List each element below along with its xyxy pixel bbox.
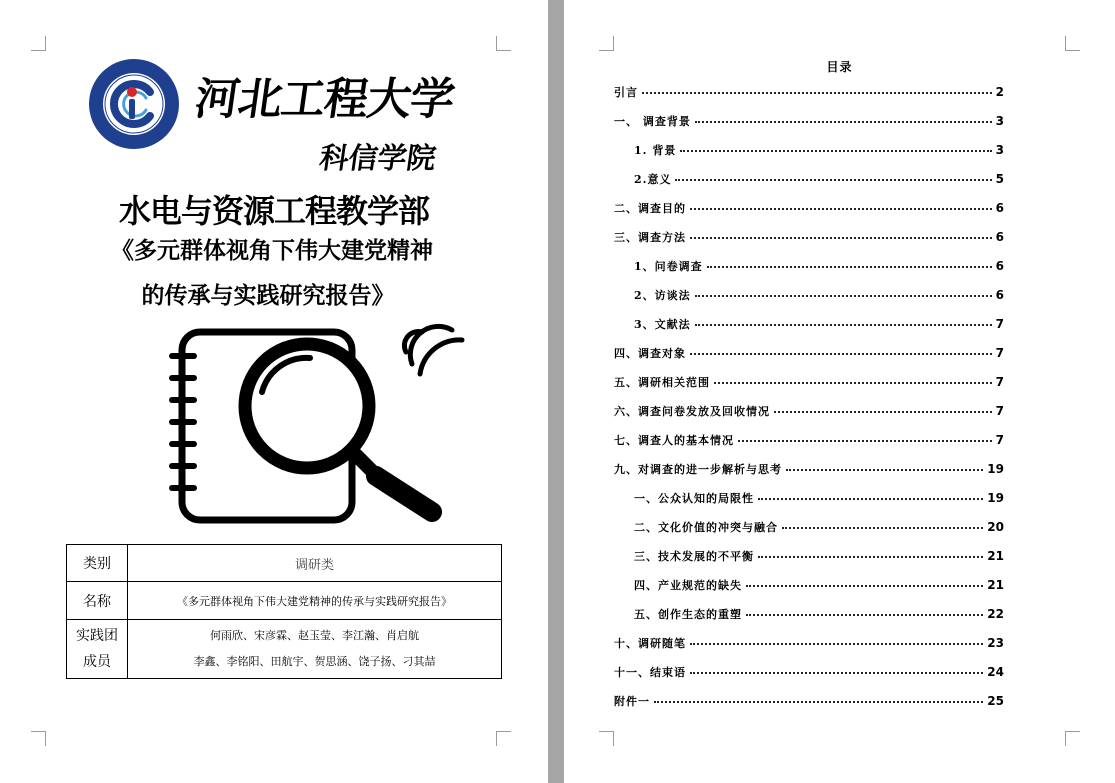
toc-dot-leader	[680, 149, 991, 152]
toc-entry[interactable]	[614, 84, 1004, 104]
department-name: 水电与资源工程教学部	[118, 192, 429, 230]
toc-dot-leader	[707, 265, 992, 268]
toc-entry-label: 二、调查目的	[614, 202, 686, 215]
toc-entry[interactable]	[634, 519, 1004, 539]
toc-dot-leader	[695, 120, 992, 123]
name-value: 《多元群体视角下伟大建党精神的传承与实践研究报告》	[128, 582, 502, 620]
toc-dot-leader	[714, 381, 992, 384]
toc-entry[interactable]	[614, 229, 1004, 249]
university-name: 河北工程大学	[191, 74, 457, 125]
toc-dot-leader	[695, 294, 992, 297]
table-row	[67, 582, 502, 620]
toc-entry-label: 1、问卷调查	[634, 260, 703, 273]
toc-entry[interactable]	[614, 200, 1004, 220]
toc-entry[interactable]	[614, 693, 1004, 713]
toc-entry-page: 6	[995, 230, 1004, 244]
toc-entry[interactable]	[614, 374, 1004, 394]
toc-entry-page: 21	[987, 549, 1004, 563]
category-label: 类别	[67, 545, 128, 582]
members-value	[128, 620, 502, 679]
toc-entry-page: 5	[995, 172, 1004, 186]
toc-entry[interactable]	[634, 606, 1004, 626]
crop-mark	[31, 36, 46, 51]
toc-entry[interactable]	[614, 345, 1004, 365]
toc-entry-label: 2.意义	[634, 173, 672, 186]
toc-entry-label: 3、文献法	[634, 318, 691, 331]
report-title-line-1: 《多元群体视角下伟大建党精神	[111, 238, 433, 264]
toc-entry-label: 十一、结束语	[614, 666, 686, 679]
toc-entry-page: 7	[995, 375, 1004, 389]
toc-dot-leader	[695, 323, 992, 326]
crop-mark	[496, 36, 511, 51]
table-row	[67, 545, 502, 582]
toc-entry-page: 6	[995, 259, 1004, 273]
report-title-line-2: 的传承与实践研究报告》	[141, 283, 395, 309]
toc-entry-page: 7	[995, 433, 1004, 447]
toc-entry[interactable]	[634, 287, 1004, 307]
crop-mark	[1065, 36, 1080, 51]
toc-entry[interactable]	[634, 490, 1004, 510]
toc-entry-label: 三、技术发展的不平衡	[634, 550, 754, 563]
toc-entry-page: 6	[995, 288, 1004, 302]
toc-dot-leader	[642, 91, 992, 94]
toc-entry[interactable]	[614, 403, 1004, 423]
toc-dot-leader	[690, 236, 992, 239]
members-label	[67, 620, 128, 679]
toc-entry-label: 三、调查方法	[614, 231, 686, 244]
toc-entry-page: 6	[995, 201, 1004, 215]
toc-dot-leader	[690, 671, 983, 674]
toc-entry-page: 21	[987, 578, 1004, 592]
toc-entry-label: 六、调查问卷发放及回收情况	[614, 405, 770, 418]
toc-entry[interactable]	[634, 171, 1004, 191]
crop-mark	[599, 36, 614, 51]
toc-entry[interactable]	[634, 577, 1004, 597]
toc-entry-label: 四、调查对象	[614, 347, 686, 360]
toc-entry[interactable]	[614, 635, 1004, 655]
toc-entry[interactable]	[614, 432, 1004, 452]
toc-entry-label: 1. 背景	[634, 144, 677, 157]
toc-dot-leader	[675, 178, 991, 181]
members-label-line-1: 实践团	[76, 628, 118, 644]
toc-entry-page: 19	[987, 462, 1004, 476]
toc-dot-leader	[746, 584, 983, 587]
toc-entry[interactable]	[634, 316, 1004, 336]
toc-entry-label: 九、对调查的进一步解析与思考	[614, 463, 782, 476]
name-label: 名称	[67, 582, 128, 620]
toc-entry-page: 19	[987, 491, 1004, 505]
toc-entry-label: 二、文化价值的冲突与融合	[634, 521, 778, 534]
toc-page	[564, 0, 1115, 783]
table-row	[67, 620, 502, 679]
toc-dot-leader	[782, 526, 983, 529]
toc-entry-label: 引言	[614, 86, 638, 99]
crop-mark	[31, 731, 46, 746]
toc-entry-page: 23	[987, 636, 1004, 650]
toc-entry-label: 四、产业规范的缺失	[634, 579, 742, 592]
toc-entry-page: 24	[987, 665, 1004, 679]
toc-entry[interactable]	[634, 142, 1004, 162]
toc-dot-leader	[738, 439, 992, 442]
toc-entry[interactable]	[614, 664, 1004, 684]
members-line-2: 李鑫、李铭阳、田航宇、贺思涵、饶子扬、刁其喆	[193, 655, 436, 668]
toc-title: 目录	[826, 60, 853, 74]
project-info-table	[66, 544, 502, 679]
toc-entry-page: 22	[987, 607, 1004, 621]
toc-entry-page: 20	[987, 520, 1004, 534]
toc-entry-label: 七、调查人的基本情况	[614, 434, 734, 447]
toc-entry-label: 五、创作生态的重塑	[634, 608, 742, 621]
toc-entry-page: 25	[987, 694, 1004, 708]
toc-dot-leader	[690, 352, 992, 355]
toc-entry-page: 3	[995, 114, 1004, 128]
toc-entry-label: 2、访谈法	[634, 289, 691, 302]
toc-dot-leader	[758, 497, 983, 500]
toc-dot-leader	[774, 410, 992, 413]
toc-dot-leader	[690, 207, 992, 210]
toc-entry[interactable]	[614, 113, 1004, 133]
toc-entry-label: 五、调研相关范围	[614, 376, 710, 389]
crop-mark	[599, 731, 614, 746]
members-line-1: 何雨欣、宋彦霖、赵玉莹、李江瀚、肖启航	[210, 629, 419, 642]
toc-entry-page: 7	[995, 317, 1004, 331]
toc-entry-label: 十、调研随笔	[614, 637, 686, 650]
toc-entry-page: 2	[995, 85, 1004, 99]
toc-entry[interactable]	[614, 461, 1004, 481]
toc-entry[interactable]	[634, 548, 1004, 568]
cover-page	[0, 0, 548, 783]
crop-mark	[1065, 731, 1080, 746]
category-value: 调研类	[128, 545, 502, 582]
members-label-line-2: 成员	[83, 654, 111, 670]
toc-dot-leader	[758, 555, 983, 558]
toc-dot-leader	[690, 642, 983, 645]
toc-entry-page: 3	[995, 143, 1004, 157]
toc-entry-page: 7	[995, 404, 1004, 418]
college-name: 科信学院	[317, 141, 439, 175]
notebook-magnifier-icon	[160, 312, 470, 524]
toc-entry[interactable]	[634, 258, 1004, 278]
toc-entry-label: 一、公众认知的局限性	[634, 492, 754, 505]
toc-dot-leader	[654, 700, 983, 703]
toc-entry-label: 附件一	[614, 695, 650, 708]
toc-dot-leader	[786, 468, 983, 471]
toc-entry-page: 7	[995, 346, 1004, 360]
toc-dot-leader	[746, 613, 983, 616]
crop-mark	[496, 731, 511, 746]
university-seal-logo	[88, 58, 180, 150]
toc-entry-label: 一、 调查背景	[614, 115, 691, 128]
